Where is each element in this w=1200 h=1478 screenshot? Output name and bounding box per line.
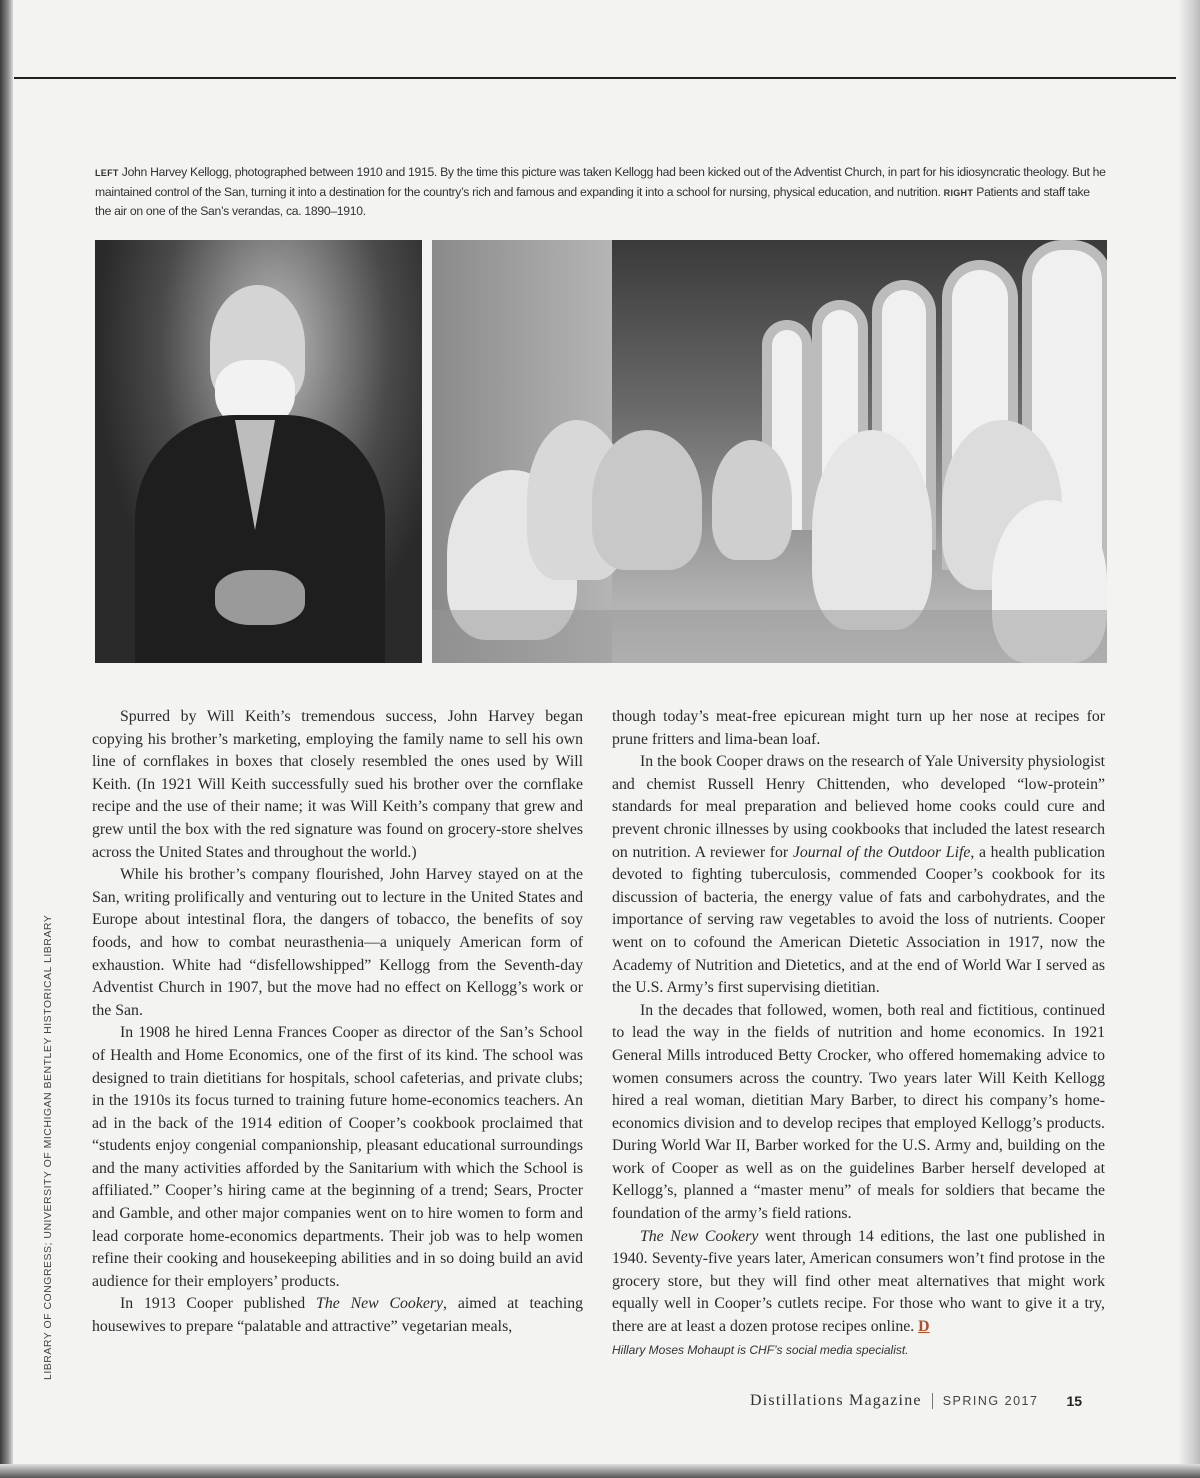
page-binding-shadow [0, 0, 13, 1478]
author-byline: Hillary Moses Mohaupt is CHF’s social media specialist. [612, 1342, 909, 1357]
photo-kellogg-portrait [95, 240, 422, 663]
text-run: In 1913 Cooper published [120, 1295, 317, 1313]
caption-left-label: LEFT [95, 168, 119, 178]
photo-caption [95, 163, 1107, 221]
paragraph: In 1908 he hired Lenna Frances Cooper as director of the San’s School of Health and Home Economics, one of the first of its kind. The school was designed to train dietitians for hospitals, school cafeterias, and private clubs; in the 1910s its focus turned to training future home-economics teachers. An ad in the back of the 1914 edition of Cooper’s cookbook proclaimed that “students enjoy congenial companionship, pleasant educational surroundings and the many activities afforded by the Sanitarium with which the School is affiliated.” Cooper’s hiring came at the beginning of a trend; Sears, Procter and Gamble, and other major companies went on to hire women to form and lead corporate home-economics departments. Their job was to help women refine their cooking and housekeeping abilities and in so doing build an avid audience for their employers’ products. [92, 1024, 583, 1290]
photo-sanitarium-veranda [432, 240, 1107, 663]
paragraph [612, 751, 1105, 1000]
caption-right-label: RIGHT [943, 187, 974, 198]
magazine-name: Distillations Magazine [750, 1392, 922, 1409]
text-run: , a health publication devoted to fighting tuberculosis, commended Cooper’s cookbook for its discussion of bacteria, the energy value of fats and carbohydrates, and the importance of serving raw vegetables to avoid the loss of nutrients. Cooper went on to cofound the American Dietetic Association in 1917, now the Academy of Nutrition and Dietetics, and at the end of World War I served as the U.S. Army’s first supervising dietitian. [612, 843, 1105, 997]
page-edge-bottom [0, 1464, 1200, 1478]
photo-credit: LIBRARY OF CONGRESS; UNIVERSITY OF MICHIGAN BENTLEY HISTORICAL LIBRARY [42, 914, 54, 1380]
portrait-hands [215, 570, 305, 625]
article-column-right [612, 706, 1105, 1359]
paragraph: While his brother’s company flourished, John Harvey stayed on at the San, writing prolifically and venturing out to lecture in the United States and Europe about intestinal flora, the dangers of tobacco, the benefits of soy foods, and how to combat neurasthenia—a uniquely American form of exhaustion. White had “disfellowshipped” Kellogg from the Seventh-day Adventist Church in 1907, but the move had no effect on Kellogg’s work or the San. [92, 866, 583, 1019]
paragraph: though today’s meat-free epicurean might turn up her nose at recipes for prune fritters and lima-bean loaf. [612, 708, 1105, 748]
book-title: The New Cookery [640, 1227, 759, 1245]
article-column-left [92, 706, 583, 1339]
page-edge [1178, 0, 1200, 1478]
issue-season: SPRING 2017 [942, 1394, 1039, 1408]
paragraph: Spurred by Will Keith’s tremendous success, John Harvey began copying his brother’s marketing, employing the family name to sell his own line of cornflakes in boxes that closely resembled the ones used by Will Keith. (In 1921 Will Keith successfully sued his brother over the cornflake recipe and the use of their name; it was Will Keith’s company that grew and grew until the box with the red signature was found on grocery-store shelves across the United States and throughout the world.) [92, 708, 583, 861]
patient-figure [812, 430, 932, 630]
patient-figure [592, 430, 702, 570]
book-title: The New Cookery [316, 1295, 444, 1313]
paragraph [612, 1226, 1105, 1339]
page-footer [750, 1392, 1082, 1410]
paragraph [92, 1293, 583, 1338]
patient-figure [712, 440, 792, 560]
paragraph: In the decades that followed, women, both real and fictitious, continued to lead the way in the fields of nutrition and home economics. In 1921 General Mills introduced Betty Crocker, who offered homemaking advice to women consumers across the country. Two years later Will Keith Kellogg hired a real woman, dietitian Mary Barber, to direct his company’s home-economics division and to develop recipes that employed Kellogg’s products. During World War II, Barber worked for the U.S. Army and, building on the work of Cooper as well as on the guidelines Barber herself developed at Kellogg’s, planned a “master menu” of meals for soldiers that became the foundation of the army’s field rations. [612, 1001, 1105, 1223]
footer-divider [932, 1393, 933, 1409]
text-run: , aimed at teaching housewives to prepare “palatable and attractive” vegetarian meals, [92, 1295, 583, 1336]
text-run: went through 14 editions, the last one published in 1940. Seventy-five years later, American consumers won’t find protose in the grocery store, but they will find other meat alternatives that might work equally well in Cooper’s cutlets recipe. For those who want to give it a try, there are at least a dozen protose recipes online. [612, 1227, 1105, 1336]
caption-right-text: Patients and staff take the air on one of the San’s verandas, ca. 1890–1910. [95, 184, 1090, 218]
caption-left-text: John Harvey Kellogg, photographed between 1910 and 1915. By the time this picture was taken Kellogg had been kicked out of the Adventist Church, in part for his idiosyncratic theology. But he maintained control of the San, turning it into a destination for the country’s rich and famous and expanding it into a school for nursing, physical education, and nutrition. [95, 165, 1106, 199]
end-mark-icon: D [918, 1318, 930, 1336]
page-number: 15 [1066, 1393, 1083, 1409]
veranda-floor [432, 610, 1107, 663]
journal-title: Journal of the Outdoor Life [792, 843, 971, 861]
top-rule [14, 77, 1176, 79]
text-run: In the book Cooper draws on the research of Yale University physiologist and chemist Russell Henry Chittenden, who developed “low-protein” standards for meal preparation and believed home cooks could cure and prevent chronic illnesses by using cookbooks that included the latest research on nutrition. A reviewer for [612, 753, 1105, 861]
